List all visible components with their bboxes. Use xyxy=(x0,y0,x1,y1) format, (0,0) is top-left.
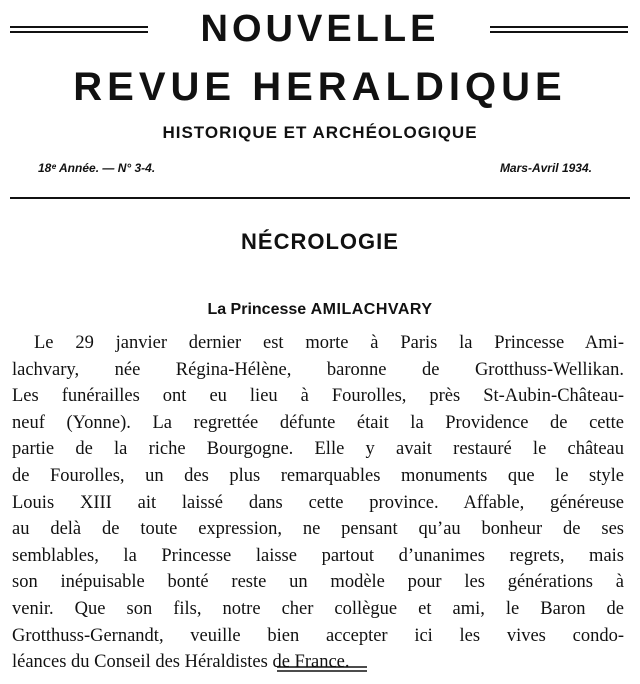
article-line: Grotthuss-Gernandt, veuille bien accepter ici les vives condo- xyxy=(12,625,624,646)
article-title-name: AMILACHVARY xyxy=(310,301,433,318)
article-line: semblables, la Princesse laisse partout d’unanimes regrets, mais xyxy=(12,545,624,566)
article-body xyxy=(12,330,624,676)
article-line: Louis XIII ait laissé dans cette province. Affable, généreuse xyxy=(12,492,624,513)
masthead-title-main: REVUE HERALDIQUE xyxy=(73,65,567,109)
article-line: léances du Conseil des Héraldistes de France. xyxy=(12,652,350,673)
issue-date: Mars-Avril 1934. xyxy=(499,161,592,175)
article-line: au delà de toute expression, ne pensant qu’au bonheur de ses xyxy=(12,519,624,540)
masthead-subtitle: HISTORIQUE ET ARCHÉOLOGIQUE xyxy=(162,123,478,142)
article-line: venir. Que son fils, notre cher collègue et ami, le Baron de xyxy=(12,598,624,619)
article-line: lachvary, née Régina-Hélène, baronne de Grotthuss-Wellikan. xyxy=(12,359,624,380)
article-line: de Fourolles, un des plus remarquables monuments que le style xyxy=(12,465,624,486)
article-line: Les funérailles ont eu lieu à Fourolles, près St-Aubin-Château- xyxy=(12,386,624,407)
article-line: Le 29 janvier dernier est morte à Paris la Princesse Ami- xyxy=(34,333,624,353)
article-line: partie de la riche Bourgogne. Elle y avait restauré le château xyxy=(12,439,624,460)
article-title xyxy=(0,300,640,320)
masthead-divider xyxy=(10,197,630,199)
article-line: son inépuisable bonté reste un modèle pour les générations à xyxy=(12,572,624,593)
masthead-top-row xyxy=(0,8,640,50)
masthead-title-top: NOUVELLE xyxy=(200,8,440,50)
issue-number: 18ᵉ Année. — N° 3-4. xyxy=(38,161,156,175)
decorative-rule-right xyxy=(490,26,628,34)
end-ornament-rule xyxy=(277,666,367,672)
article-line: neuf (Yonne). La regrettée défunte était la Providence de cette xyxy=(12,412,624,433)
section-title: NÉCROLOGIE xyxy=(241,229,399,254)
article-title-prefix: La Princesse xyxy=(207,301,307,318)
